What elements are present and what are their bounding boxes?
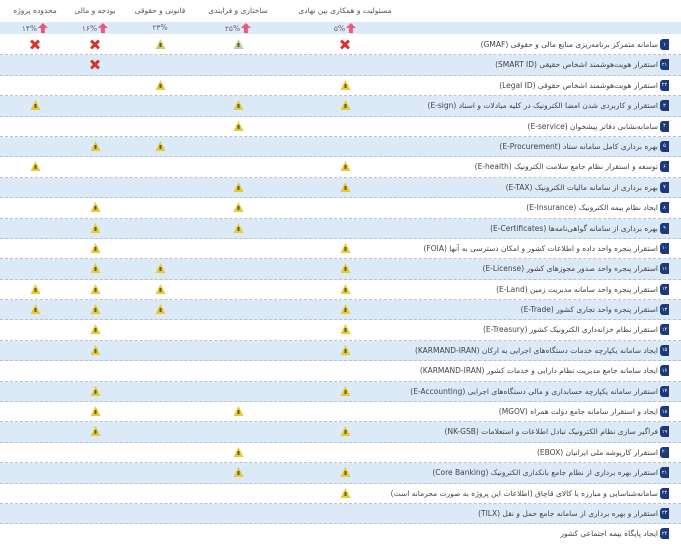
project-title[interactable]: [499, 406, 669, 417]
table-row[interactable]: [0, 382, 681, 402]
project-title-text: سامانه‌شناسایی و مبارزه با کالای قاچاق (اطلاعات این پروژه به صورت محرمانه است): [390, 488, 658, 498]
warning-triangle-icon: [340, 304, 351, 315]
project-title[interactable]: [478, 508, 669, 519]
warning-triangle-icon: [90, 386, 101, 397]
percent-row: [0, 22, 681, 34]
row-number-badge: ۲۲: [660, 80, 669, 91]
failure-x-icon: [90, 59, 101, 70]
table-header: [0, 0, 681, 22]
warning-triangle-icon: [233, 182, 244, 193]
warning-triangle-icon: [30, 284, 41, 295]
table-row[interactable]: [0, 178, 681, 198]
warning-triangle-icon: [90, 304, 101, 315]
warning-triangle-icon: [90, 324, 101, 335]
table-row[interactable]: [0, 504, 681, 524]
row-number-badge: ۱۷: [660, 386, 669, 397]
percent-value: ۱۶%: [81, 23, 98, 33]
warning-triangle-icon: [340, 100, 351, 111]
project-title-text: استقرار نظام خزانه‌داری الکترونیک کشور (E-Treasury): [482, 325, 658, 335]
project-title[interactable]: [483, 324, 669, 335]
project-title[interactable]: [423, 243, 669, 254]
project-table: [0, 35, 681, 545]
warning-triangle-icon: [340, 324, 351, 335]
project-title-text: استقرار پنجره واحد صدور مجوزهای کشور (E-License): [482, 264, 658, 274]
table-row[interactable]: [0, 361, 681, 381]
table-row[interactable]: [0, 422, 681, 442]
project-title[interactable]: [415, 345, 669, 356]
row-number-badge: ۱۳: [660, 304, 669, 315]
warning-triangle-icon: [340, 488, 351, 499]
percent-value: ۲۵%: [224, 23, 241, 33]
percent-value: ۲۳%: [152, 23, 168, 32]
warning-triangle-icon: [340, 345, 351, 356]
warning-triangle-icon: [233, 223, 244, 234]
warning-triangle-icon: [233, 121, 244, 132]
arrow-up-icon: [241, 23, 251, 33]
percent-budget: [82, 23, 108, 33]
project-title[interactable]: [432, 467, 669, 478]
table-row[interactable]: [0, 320, 681, 340]
table-row[interactable]: [0, 280, 681, 300]
percent-value: ۵%: [333, 23, 346, 33]
warning-triangle-icon: [30, 304, 41, 315]
row-number-badge: ۲۳: [660, 508, 669, 519]
project-title-text: استقرار کارپوشه ملی ایرانیان (EBOX): [536, 447, 658, 457]
column-header-budget: بودجه و مالی: [74, 6, 116, 15]
row-number-badge: ۹: [660, 223, 669, 234]
project-title-text: ایجاد سامانه جامع مدیریت نظام دارایی و خدمات کشور (KARMAND-IRAN): [419, 366, 658, 376]
row-number-badge: ۱۸: [660, 406, 669, 417]
arrow-up-icon: [38, 23, 48, 33]
project-title-text: استقرار هویت‌هوشمند اشخاص حقیقی (SMART ID): [495, 60, 658, 70]
project-title-text: استقرار پنجره واحد سامانه مدیریت زمین (E-Land): [496, 284, 658, 294]
table-row[interactable]: [0, 484, 681, 504]
failure-x-icon: [90, 39, 101, 50]
row-number-badge: ۵: [660, 141, 669, 152]
warning-triangle-icon: [340, 386, 351, 397]
project-title-text: استقرار بهره برداری از نظام جامع بانکداری الکترونیک (Core Banking): [432, 468, 658, 478]
percent-structural: [225, 23, 251, 33]
row-number-badge: ۳: [660, 100, 669, 111]
project-title[interactable]: [445, 426, 669, 437]
row-number-badge: ۶: [660, 161, 669, 172]
project-title-text: استقرار پنجره واحد تجاری کشور (E-Trade): [520, 305, 658, 315]
project-title[interactable]: [499, 80, 669, 91]
table-row[interactable]: [0, 35, 681, 55]
project-title-text: بهره برداری از سامانه گواهی‌نامه‌ها (E-Certificates): [490, 223, 658, 233]
project-title-text: ایجاد سامانه یکپارچه خدمات دستگاه‌های اجرایی به ارکان (KARMAND-IRAN): [414, 345, 658, 355]
arrow-up-icon: [98, 23, 108, 33]
column-header-scope: محدوده پروژه: [13, 6, 57, 15]
row-number-badge: ۷: [660, 182, 669, 193]
warning-triangle-icon: [340, 284, 351, 295]
warning-triangle-icon: [340, 263, 351, 274]
warning-triangle-icon: [340, 426, 351, 437]
percent-responsibility: [334, 23, 356, 33]
project-title-text: استقرار و کاربردی شدن امضا الکترونیک در کلیه مبادلات و اسناد (E-sign): [427, 101, 658, 111]
project-title[interactable]: [537, 447, 669, 458]
table-row[interactable]: [0, 219, 681, 239]
column-header-structural: ساختاری و فرایندی: [208, 6, 268, 15]
project-title[interactable]: [526, 202, 669, 213]
warning-triangle-icon: [340, 243, 351, 254]
warning-triangle-icon: [90, 243, 101, 254]
row-number-badge: ۱۰: [660, 243, 669, 254]
warning-triangle-icon: [233, 100, 244, 111]
project-title[interactable]: [506, 182, 669, 193]
row-number-badge: ۱۹: [660, 426, 669, 437]
project-title-text: فراگیر سازی نظام الکترونیک تبادل اطلاعات و استعلامات (NK-GSB): [444, 427, 658, 437]
warning-triangle-icon: [155, 80, 166, 91]
project-title[interactable]: [495, 59, 669, 70]
warning-triangle-icon: [340, 467, 351, 478]
project-title-text: توسعه و استقرار نظام جامع سلامت الکترونیک (E-health): [474, 162, 658, 172]
table-row[interactable]: [0, 402, 681, 422]
table-row[interactable]: [0, 96, 681, 116]
warning-triangle-icon: [90, 345, 101, 356]
warning-triangle-icon: [340, 80, 351, 91]
project-title-text: ایجاد پایگاه بیمه اجتماعی کشور: [560, 529, 658, 539]
project-title[interactable]: [528, 121, 670, 132]
project-title-text: سامانه متمرکز برنامه‌ریزی منابع مالی و حقوقی (GMAF): [480, 40, 658, 49]
arrow-up-icon: [346, 23, 356, 33]
row-number-badge: ۱۴: [660, 324, 669, 335]
row-number-badge: ۱۵: [660, 345, 669, 356]
table-row[interactable]: [0, 76, 681, 96]
warning-triangle-icon: [90, 284, 101, 295]
warning-triangle-icon: [340, 182, 351, 193]
table-row[interactable]: [0, 443, 681, 463]
percent-legal: [152, 23, 167, 32]
table-row[interactable]: [0, 117, 681, 137]
row-number-badge: ۲۴: [660, 528, 669, 539]
project-title[interactable]: [521, 304, 669, 315]
warning-triangle-icon: [155, 304, 166, 315]
failure-x-icon: [340, 39, 351, 50]
warning-triangle-icon: [90, 141, 101, 152]
table-row[interactable]: [0, 198, 681, 218]
column-header-responsibility: مسئولیت و همکاری بین نهادی: [298, 6, 392, 15]
project-title[interactable]: [391, 488, 669, 499]
project-title-text: استقرار هویت‌هوشمند اشخاص حقوقی (Legal ID): [499, 80, 658, 90]
row-number-badge: ۲۱: [660, 467, 669, 478]
percent-value: ۱۴%: [21, 23, 38, 33]
table-row[interactable]: [0, 239, 681, 259]
project-title[interactable]: [560, 528, 669, 539]
project-title-text: ایجاد نظام بیمه الکترونیک (E-Insurance): [526, 203, 658, 213]
warning-triangle-icon: [90, 223, 101, 234]
row-number-badge: ۱۱: [660, 263, 669, 274]
percent-scope: [22, 23, 48, 33]
table-row[interactable]: [0, 300, 681, 320]
project-title-text: ایجاد و استقرار سامانه جامع دولت همراه (MGOV): [498, 407, 658, 417]
table-row[interactable]: [0, 157, 681, 177]
table-row[interactable]: [0, 137, 681, 157]
row-number-badge: ۴: [660, 121, 669, 132]
row-number-badge: ۲۰: [660, 447, 669, 458]
warning-triangle-icon: [155, 141, 166, 152]
row-number-badge: ۱۲: [660, 284, 669, 295]
project-title-text: استقرار پنجره واحد داده و اطلاعات کشور و امکان دسترسی به آنها (FOIA): [423, 243, 658, 253]
project-title[interactable]: [481, 39, 669, 50]
project-title-text: بهره برداری کامل سامانه ستاد (E-Procurement): [499, 141, 658, 151]
project-title[interactable]: [410, 386, 669, 397]
table-row[interactable]: [0, 524, 681, 544]
project-title[interactable]: [496, 284, 669, 295]
table-row[interactable]: [0, 259, 681, 279]
row-number-badge: ۲۲: [660, 488, 669, 499]
warning-triangle-icon: [90, 263, 101, 274]
failure-x-icon: [30, 39, 41, 50]
warning-triangle-icon: [90, 426, 101, 437]
project-title-text: استقرار سامانه یکپارچه حسابداری و مالی دستگاه‌های اجرایی (E-Accounting): [410, 386, 658, 396]
project-title[interactable]: [499, 141, 669, 152]
project-title[interactable]: [483, 263, 669, 274]
warning-triangle-icon: [233, 467, 244, 478]
project-title[interactable]: [420, 365, 669, 376]
project-title[interactable]: [490, 223, 669, 234]
row-number-badge: ۱۶: [660, 365, 669, 376]
warning-triangle-icon: [90, 202, 101, 213]
warning-triangle-icon: [233, 202, 244, 213]
warning-triangle-icon: [155, 263, 166, 274]
project-title[interactable]: [428, 100, 669, 111]
row-number-badge: ۸: [660, 202, 669, 213]
warning-triangle-icon: [233, 406, 244, 417]
warning-triangle-icon: [233, 39, 244, 50]
warning-triangle-icon: [155, 284, 166, 295]
warning-triangle-icon: [30, 100, 41, 111]
table-row[interactable]: [0, 463, 681, 483]
project-title[interactable]: [475, 161, 669, 172]
row-number-badge: ۱: [660, 39, 669, 50]
warning-triangle-icon: [233, 447, 244, 458]
warning-triangle-icon: [340, 161, 351, 172]
warning-triangle-icon: [155, 39, 166, 50]
warning-triangle-icon: [90, 406, 101, 417]
table-row[interactable]: [0, 55, 681, 75]
column-header-legal: قانونی و حقوقی: [134, 6, 186, 15]
warning-triangle-icon: [30, 161, 41, 172]
project-title-text: سامانه‌نشانی دفاتر پیشخوان (E-service): [527, 121, 658, 131]
project-title-text: استقرار و بهره برداری از سامانه جامع حمل و نقل (TILX): [478, 508, 658, 518]
project-title-text: بهره برداری از سامانه مالیات الکترونیک (E-TAX): [505, 182, 658, 192]
row-number-badge: ۲۱: [660, 59, 669, 70]
table-row[interactable]: [0, 341, 681, 361]
